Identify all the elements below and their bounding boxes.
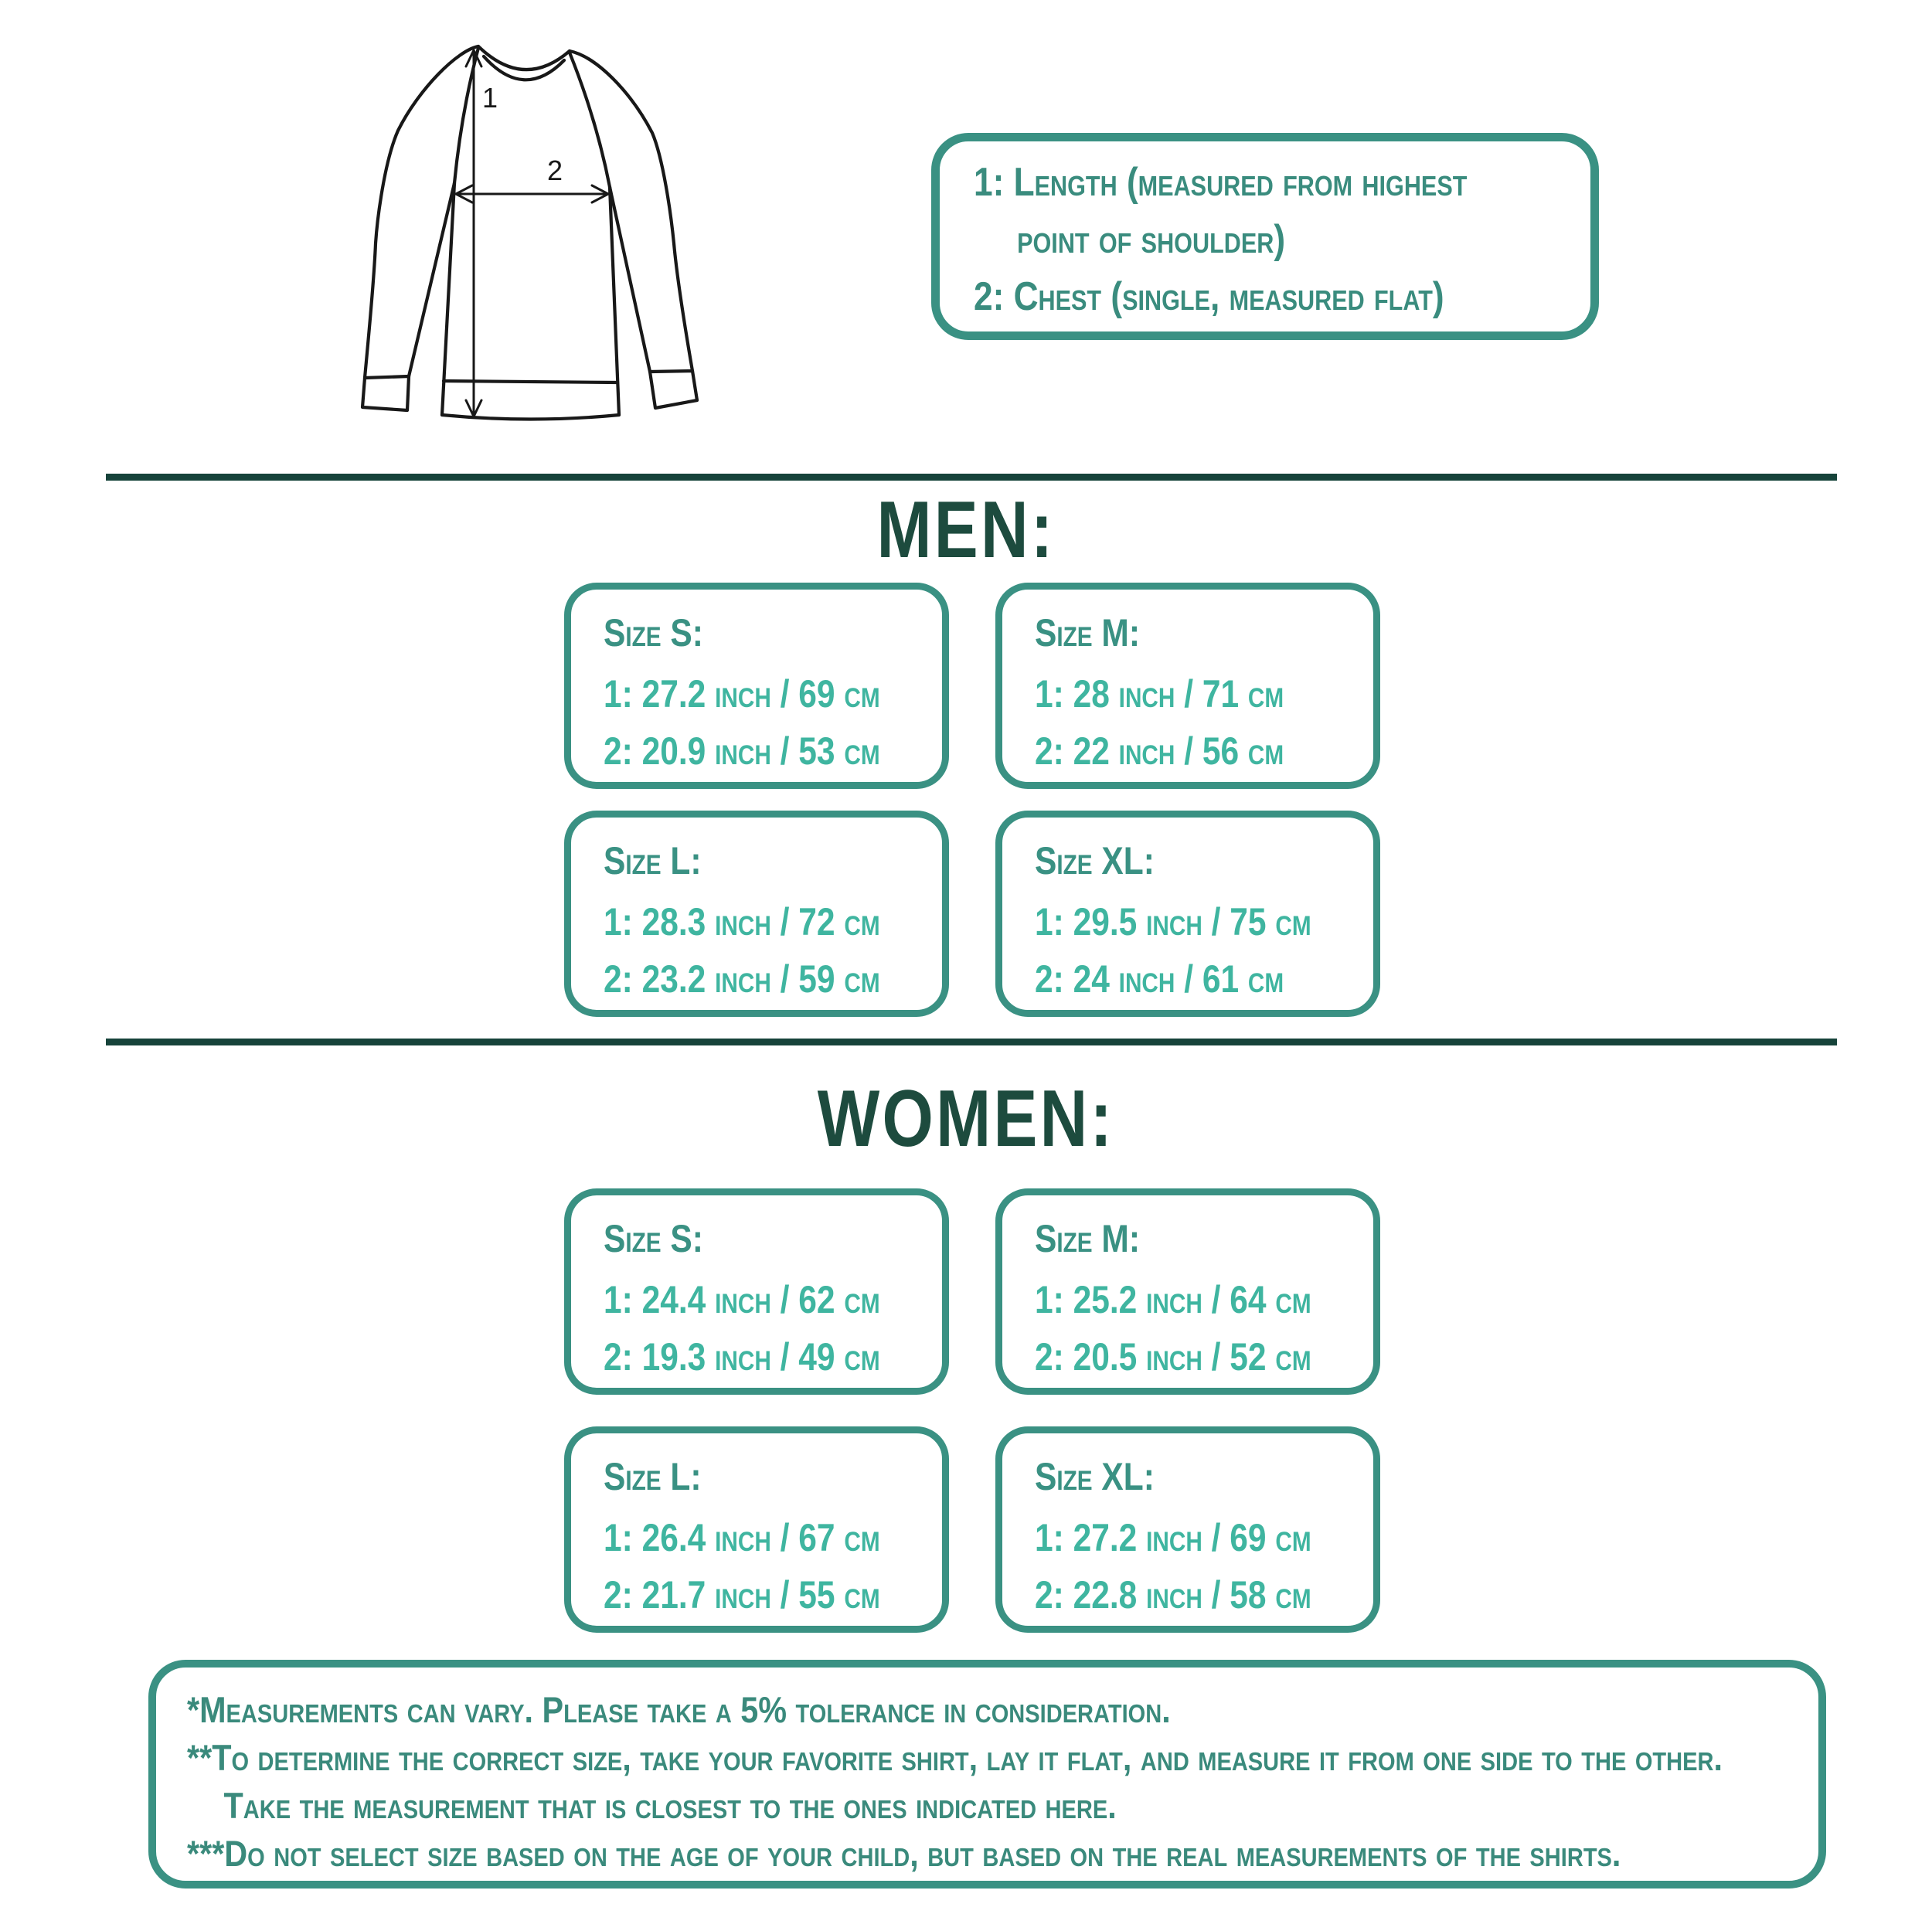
right-cuff (650, 371, 697, 408)
measure-2-label: 2 (547, 155, 563, 186)
note-tolerance: *Measurements can vary. Please take a 5% tolerance in consideration. (187, 1689, 1171, 1730)
note-how-to-measure: **To determine the correct size, take your favorite shirt, lay it flat, and measure it from one side to the other. (187, 1737, 1723, 1778)
legend-line-1: 1: Length (measured from highest (974, 160, 1468, 205)
note-how-to-measure-cont: Take the measurement that is closest to the ones indicated here. (223, 1785, 1117, 1826)
left-cuff (362, 376, 409, 410)
legend-line-2: point of shoulder) (1017, 217, 1286, 262)
women-size-l-box (564, 1426, 949, 1633)
size-label: Size S: (604, 1217, 703, 1260)
chest-value: 2: 20.9 inch / 53 cm (604, 729, 880, 773)
men-size-s-box (564, 583, 949, 789)
size-label: Size XL: (1035, 839, 1155, 882)
length-value: 1: 27.2 inch / 69 cm (1035, 1516, 1311, 1559)
length-value: 1: 28 inch / 71 cm (1035, 672, 1284, 716)
chest-value: 2: 21.7 inch / 55 cm (604, 1573, 880, 1617)
size-label: Size XL: (1035, 1455, 1155, 1498)
length-value: 1: 28.3 inch / 72 cm (604, 900, 880, 943)
chest-value: 2: 23.2 inch / 59 cm (604, 957, 880, 1001)
men-size-m-box (995, 583, 1380, 789)
length-value: 1: 27.2 inch / 69 cm (604, 672, 880, 716)
length-value: 1: 26.4 inch / 67 cm (604, 1516, 880, 1559)
size-label: Size S: (604, 611, 703, 654)
chest-value: 2: 24 inch / 61 cm (1035, 957, 1284, 1001)
women-section-divider (106, 1039, 1837, 1045)
women-section-title: WOMEN: (817, 1074, 1115, 1164)
chest-value: 2: 22 inch / 56 cm (1035, 729, 1284, 773)
hem-band-line (444, 381, 617, 382)
notes-box (148, 1660, 1826, 1889)
chest-arrow (456, 185, 608, 202)
right-raglan-seam (570, 53, 610, 187)
length-value: 1: 29.5 inch / 75 cm (1035, 900, 1311, 943)
size-label: Size L: (604, 1455, 702, 1498)
size-label: Size M: (1035, 1217, 1140, 1260)
women-size-s-box (564, 1188, 949, 1395)
men-section-title: MEN: (876, 485, 1056, 575)
measurement-legend-box (931, 133, 1599, 340)
left-sleeve-inner-edge (409, 183, 454, 376)
length-arrow (466, 50, 481, 416)
measure-1-label: 1 (482, 82, 498, 114)
men-section-divider (106, 474, 1837, 481)
length-value: 1: 25.2 inch / 64 cm (1035, 1278, 1311, 1321)
size-label: Size L: (604, 839, 702, 882)
men-size-xl-box (995, 811, 1380, 1017)
legend-line-3: 2: Chest (single, measured flat) (974, 274, 1444, 319)
men-size-l-box (564, 811, 949, 1017)
chest-value: 2: 22.8 inch / 58 cm (1035, 1573, 1311, 1617)
chest-value: 2: 19.3 inch / 49 cm (604, 1335, 880, 1379)
size-label: Size M: (1035, 611, 1140, 654)
hem-bottom-edge (442, 415, 619, 420)
women-size-xl-box (995, 1426, 1380, 1633)
note-child-sizing: ***Do not select size based on the age of your child, but based on the real measurements of the shirts. (187, 1833, 1621, 1874)
length-value: 1: 24.4 inch / 62 cm (604, 1278, 880, 1321)
chest-value: 2: 20.5 inch / 52 cm (1035, 1335, 1311, 1379)
shirt-diagram (226, 19, 703, 434)
women-size-m-box (995, 1188, 1380, 1395)
